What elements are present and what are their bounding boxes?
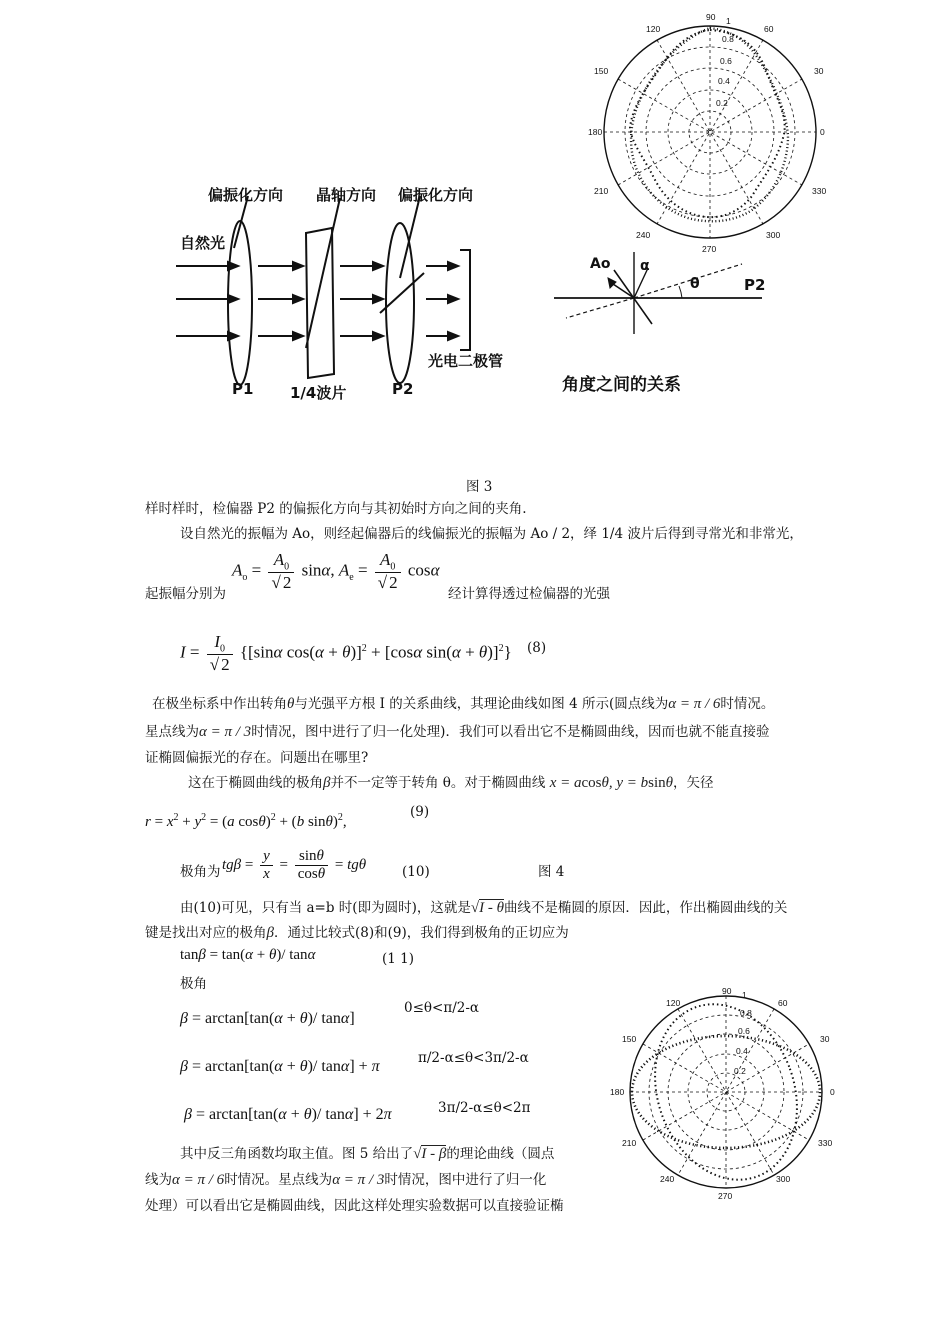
angle-label: 120 [646, 24, 661, 34]
angle-label: 240 [660, 1174, 675, 1184]
angle-label: 180 [588, 127, 603, 137]
equation-9: $r = x^2 + y^2 = (a$ cosθ)$^2$ + (b sinθ)$^2$, [145, 812, 347, 830]
figure-4-label: 图 4 [538, 864, 565, 880]
radius-label: 0.2 [734, 1066, 746, 1076]
angle-label: 300 [766, 230, 781, 240]
equation-beta-2: β = arctan[tan(α + θ)/ tanα] + π [180, 1058, 380, 1075]
angle-label: 210 [622, 1138, 637, 1148]
angle-label: 30 [814, 66, 824, 76]
angle-label: 90 [722, 988, 732, 996]
angle-label: 60 [764, 24, 774, 34]
radius-label: 0.4 [736, 1046, 748, 1056]
equation-number: (9) [410, 804, 430, 820]
optical-setup-diagram [168, 178, 508, 408]
figure-3-caption: 图 3 [466, 479, 493, 495]
radius-label: 0.6 [738, 1026, 750, 1036]
paragraph-line: 这在于椭圆曲线的极角β并不一定等于转角 θ。对于椭圆曲线 x = acosθ, y = bsinθ，矢径 [188, 775, 714, 791]
range-1: 0≤θ<π/2-α [404, 1000, 480, 1016]
paragraph-line: 证椭圆偏振光的存在。问题出在哪里? [145, 750, 369, 766]
paragraph-line: 经计算得透过检偏器的光强 [448, 586, 610, 602]
label-polarization-1: 偏振化方向 [208, 186, 284, 204]
radius-label: 0.4 [718, 76, 730, 86]
label-photodiode: 光电二极管 [428, 352, 504, 370]
paragraph-line: 设自然光的振幅为 Ao，则经起偏器后的线偏振光的振幅为 Ao / 2，绎 1/4 波片后得到寻常光和非常光， [180, 526, 803, 542]
label-natural-light: 自然光 [180, 234, 226, 252]
range-3: 3π/2-α≤θ<2π [438, 1100, 531, 1116]
equation-10: tgβ = $\frac{y}{x}$ = $\frac{\sin\theta}{\cos\theta}$ = tgθ [222, 848, 367, 882]
paragraph-line: 极角 [180, 976, 207, 992]
radius-label: 0.6 [720, 56, 732, 66]
angle-label: 300 [776, 1174, 791, 1184]
angle-label: 0 [820, 127, 825, 137]
polar-plot-fig5 [608, 988, 844, 1202]
angle-relation-diagram [552, 252, 772, 342]
paragraph-line: 键是找出对应的极角β．通过比较式(8)和(9)，我们得到极角的正切应为 [145, 925, 569, 941]
label-ao: Ao [590, 256, 611, 272]
equation-11: tanβ = tan(α + θ)/ tanα [180, 947, 316, 963]
paragraph-line: 在极坐标系中作出转角θ与光强平方根 I 的关系曲线，其理论曲线如图 4 所示(圆点线为α = π / 6时情况。 [152, 696, 775, 712]
equation-number: (8) [527, 640, 547, 656]
paragraph-line: 样时样时，检偏器 P2 的偏振化方向与其初始时方向之间的夹角. [145, 501, 527, 517]
radius-label: 0.8 [722, 34, 734, 44]
angle-relation-caption: 角度之间的关系 [562, 375, 681, 395]
label-theta: θ [690, 276, 700, 292]
angle-label: 330 [812, 186, 827, 196]
paragraph-line: 线为α = π / 6时情况。星点线为α = π / 3时情况，图中进行了归一化 [145, 1172, 547, 1188]
paragraph-line: 极角为 [180, 864, 221, 880]
radius-label: 1 [742, 990, 747, 1000]
angle-label: 150 [622, 1034, 637, 1044]
angle-label: 210 [594, 186, 609, 196]
angle-label: 0 [830, 1087, 835, 1097]
angle-label: 180 [610, 1087, 625, 1097]
equation-8: I = $\frac{I_0}{√ 2}$ {[sinα cos(α + θ)]$^2$ + [cosα sin(α + θ)]$^2$} [180, 632, 512, 675]
radius-label: 1 [726, 16, 731, 26]
range-2: π/2-α≤θ<3π/2-α [418, 1050, 529, 1066]
equation-beta-3: β = arctan[tan(α + θ)/ tanα] + 2π [184, 1106, 392, 1123]
equation-number: (10) [402, 864, 430, 880]
angle-label: 270 [718, 1191, 733, 1201]
label-polarization-2: 偏振化方向 [398, 186, 474, 204]
paragraph-line: 处理）可以看出它是椭圆曲线，因此这样处理实验数据可以直接验证椭 [145, 1198, 564, 1214]
angle-label: 150 [594, 66, 609, 76]
paragraph-line: 由(10)可见，只有当 a=b 时(即为圆时)，这就是√I - θ曲线不是椭圆的原因．因此，作出椭圆曲线的关 [180, 900, 788, 916]
paragraph-line: 其中反三角函数均取主值。图 5 给出了√I - β的理论曲线（圆点 [180, 1146, 555, 1162]
label-p2-angle: P2 [744, 276, 766, 294]
angle-label: 240 [636, 230, 651, 240]
equation-number: (1 1) [382, 951, 415, 967]
angle-label: 90 [706, 12, 716, 22]
angle-label: 270 [702, 244, 717, 254]
label-p1: P1 [232, 380, 254, 398]
equation-amplitudes: $A_o$ = $\frac{A_0}{√ 2}$ sinα, $A_e$ = $\frac{A_0}{√ 2}$ cosα [232, 550, 440, 593]
radius-label: 0.8 [740, 1008, 752, 1018]
label-quarter-wave: 1/4波片 [290, 384, 347, 402]
polar-plot-fig3 [588, 10, 832, 254]
angle-label: 330 [818, 1138, 833, 1148]
equation-beta-1: β = arctan[tan(α + θ)/ tanα] [180, 1010, 355, 1027]
angle-label: 120 [666, 998, 681, 1008]
angle-label: 30 [820, 1034, 830, 1044]
label-crystal-axis: 晶轴方向 [316, 186, 377, 204]
label-alpha: α [640, 258, 650, 274]
label-p2: P2 [392, 380, 414, 398]
paragraph-line: 星点线为α = π / 3时情况，图中进行了归一化处理)．我们可以看出它不是椭圆曲线，因而也就不能直接验 [145, 724, 770, 740]
radius-label: 0.2 [716, 98, 728, 108]
paragraph-line: 起振幅分别为 [145, 586, 226, 602]
angle-label: 60 [778, 998, 788, 1008]
